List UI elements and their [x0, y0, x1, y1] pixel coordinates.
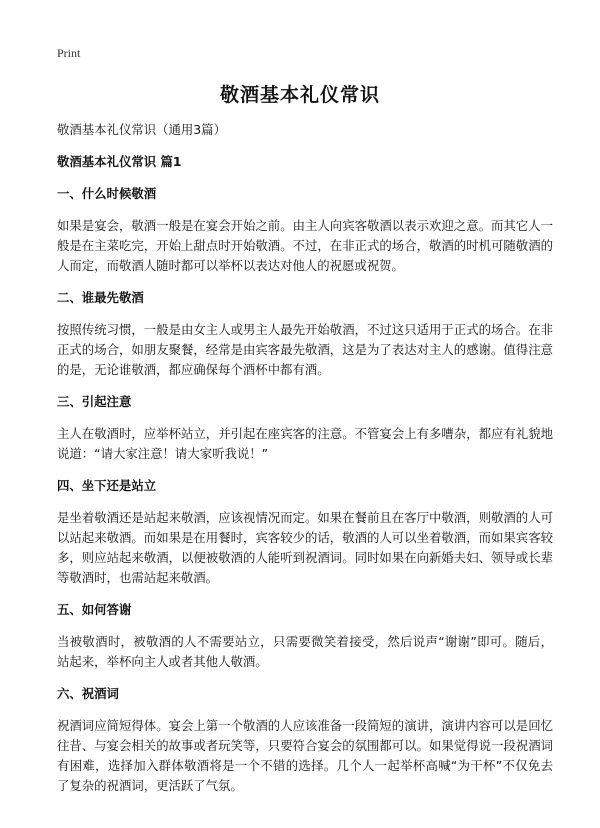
section-paragraph-5: 当被敬酒时，被敬酒的人不需要站立，只需要微笑着接受，然后说声“谢谢”即可。随后，站起来，举杯向主人或者其他人敬酒。 — [57, 634, 553, 669]
section-paragraph-2: 按照传统习惯，一般是由女主人或男主人最先开始敬酒，不过这只适用于正式的场合。在非正式的场合，如朋友聚餐，经常是由宾客最先敬酒，这是为了表达对主人的感谢。值得注意的是，无论谁敬酒，都应确保每个酒杯中都有酒。 — [57, 322, 553, 377]
section-paragraph-1: 如果是宴会，敬酒一般是在宴会开始之前。由主人向宾客敬酒以表示欢迎之意。而其它人一般是在主菜吃完，开始上甜点时开始敬酒。不过，在非正式的场合，敬酒的时机可随敬酒的人而定，而敬酒人随时都可以举杯以表达对他人的祝愿或祝贺。 — [57, 218, 553, 273]
print-label[interactable]: Print — [57, 46, 81, 60]
section-paragraph-3: 主人在敬酒时，应举杯站立，并引起在座宾客的注意。不管宴会上有多嘈杂，都应有礼貌地说道：“请大家注意！请大家听我说！” — [57, 426, 553, 461]
section-heading-2: 二、谁最先敬酒 — [57, 290, 144, 305]
section-paragraph-6: 祝酒词应简短得体。宴会上第一个敬酒的人应该准备一段简短的演讲，演讲内容可以是回忆往昔、与宴会相关的故事或者玩笑等，只要符合宴会的氛围都可以。如果觉得说一段祝酒词有困难，选择加入群体敬酒将是一个不错的选择。几个人一起举杯高喊“为干杯”不仅免去了复杂的祝酒词，更活跃了气氛。 — [57, 718, 553, 793]
page-title: 敬酒基本礼仪常识 — [219, 84, 380, 106]
part-heading: 敬酒基本礼仪常识 篇1 — [57, 154, 182, 169]
section-heading-5: 五、如何答谢 — [57, 602, 132, 617]
document-body — [57, 120, 553, 808]
section-paragraph-4: 是坐着敬酒还是站起来敬酒，应该视情况而定。如果在餐前且在客厅中敬酒，则敬酒的人可以站起来敬酒。而如果是在用餐时，宾客较少的话，敬酒的人可以坐着敬酒，而如果宾客较多，则应站起来敬酒，以便被敬酒的人能听到祝酒词。同时如果在向新婚夫妇、领导或长辈等敬酒时，也需站起来敬酒。 — [57, 510, 553, 585]
section-heading-6: 六、祝酒词 — [57, 686, 119, 701]
section-heading-1: 一、什么时候敬酒 — [57, 186, 157, 201]
document-subtitle: 敬酒基本礼仪常识（通用3篇） — [57, 122, 226, 137]
section-heading-4: 四、坐下还是站立 — [57, 478, 157, 493]
section-heading-3: 三、引起注意 — [57, 394, 132, 409]
